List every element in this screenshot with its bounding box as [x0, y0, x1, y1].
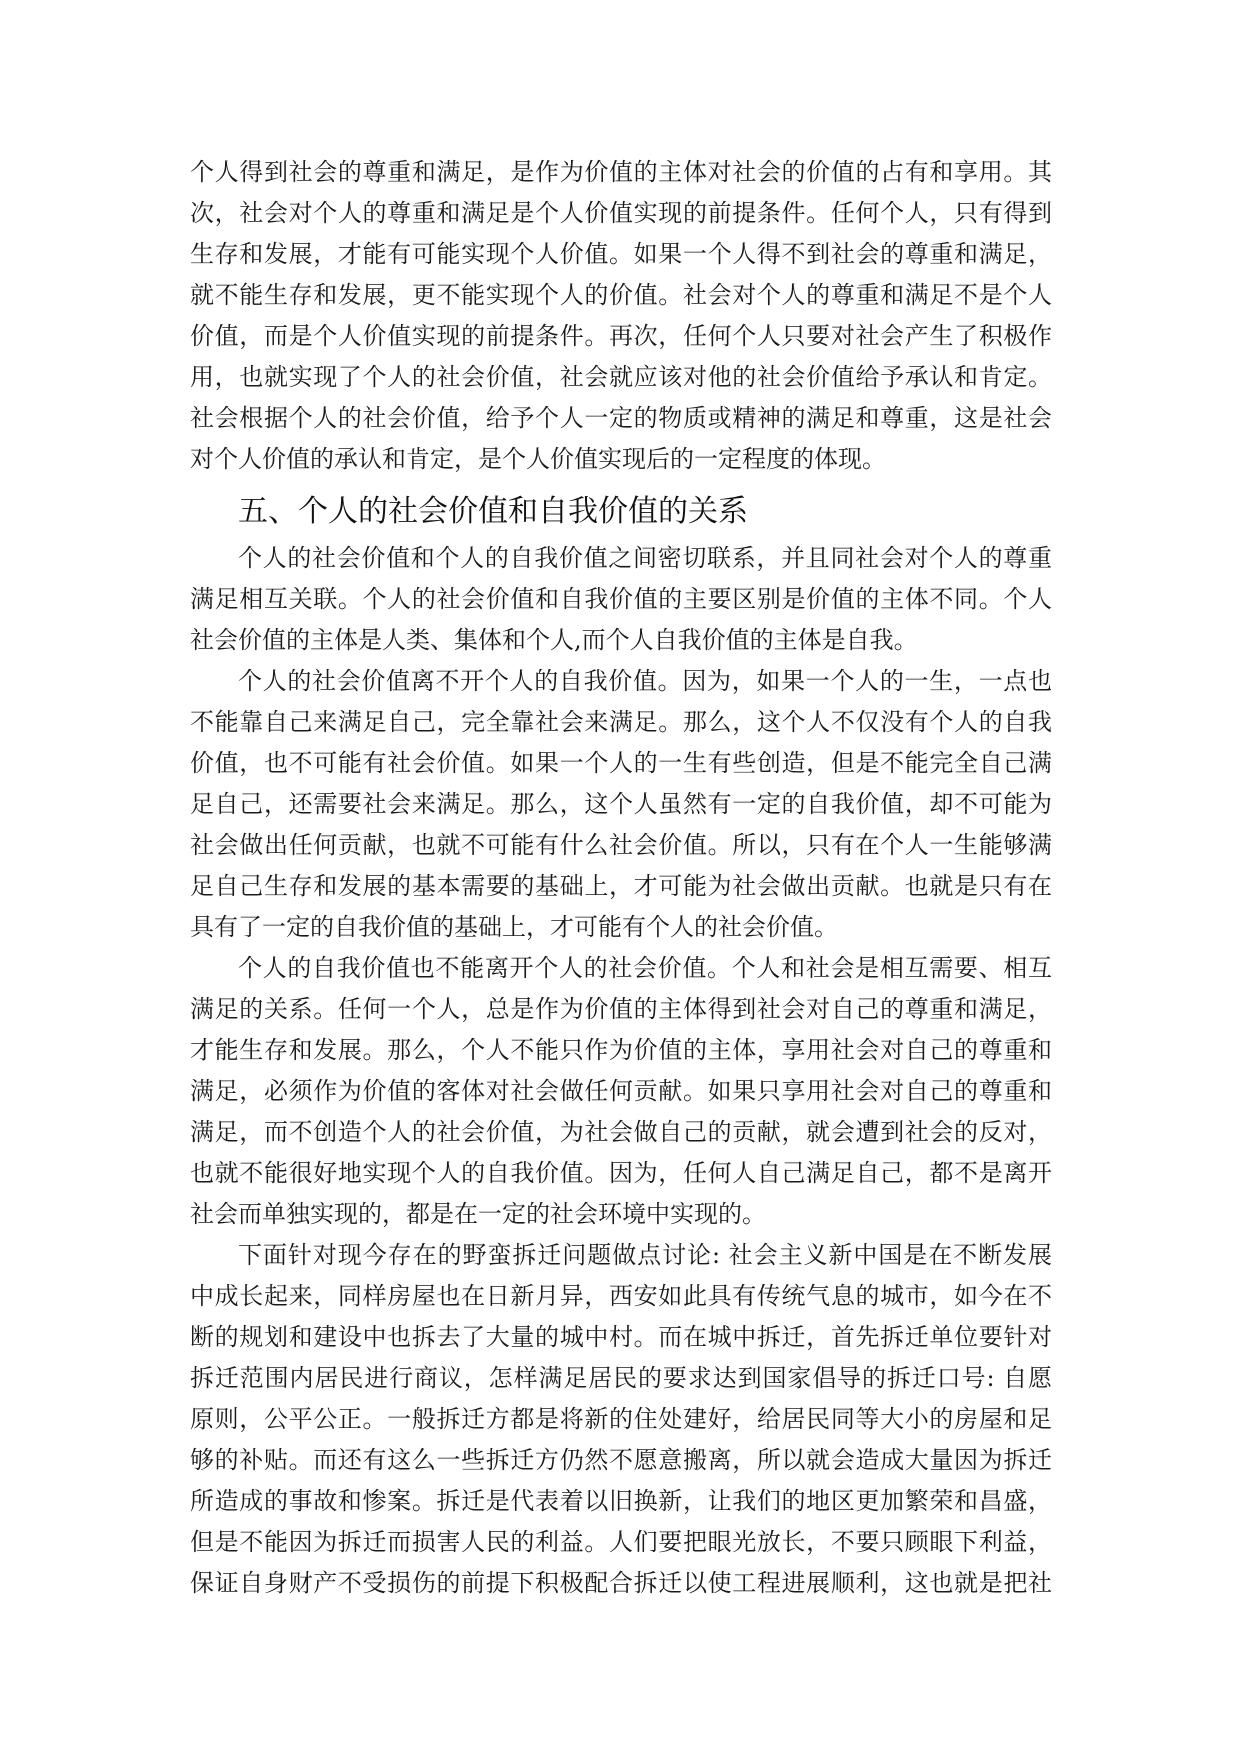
text-line: 下面针对现今存在的野蛮拆迁问题做点讨论: 社会主义新中国是在不断发展 [238, 1241, 1052, 1269]
text-line: 社会价值的主体是人类、集体和个人,而个人自我价值的主体是自我。 [190, 626, 918, 654]
text-line: 次，社会对个人的尊重和满足是个人价值实现的前提条件。任何个人，只有得到 [190, 199, 1052, 227]
text-line: 但是不能因为拆迁而损害人民的利益。人们要把眼光放长，不要只顾眼下利益， [190, 1528, 1052, 1556]
text-line: 个人的社会价值离不开个人的自我价值。因为，如果一个人的一生，一点也 [238, 667, 1052, 695]
text-line: 保证自身财产不受损伤的前提下积极配合拆迁以使工程进展顺利，这也就是把社 [190, 1569, 1052, 1597]
paragraph [190, 538, 1052, 661]
text-line: 具有了一定的自我价值的基础上，才可能有个人的社会价值。 [190, 913, 838, 941]
text-line: 用，也就实现了个人的社会价值，社会就应该对他的社会价值给予承认和肯定。 [190, 363, 1052, 391]
text-line: 所造成的事故和惨案。拆迁是代表着以旧换新，让我们的地区更加繁荣和昌盛， [190, 1487, 1052, 1515]
paragraph [190, 1235, 1052, 1604]
text-line: 断的规划和建设中也拆去了大量的城中村。而在城中拆迁，首先拆迁单位要针对 [190, 1323, 1052, 1351]
text-line: 价值，而是个人价值实现的前提条件。再次，任何个人只要对社会产生了积极作 [190, 322, 1052, 350]
text-line: 就不能生存和发展，更不能实现个人的价值。社会对个人的尊重和满足不是个人 [190, 281, 1052, 309]
text-line: 价值，也不可能有社会价值。如果一个人的一生有些创造，但是不能完全自己满 [190, 749, 1052, 777]
document-page [190, 152, 1052, 1604]
text-line: 社会而单独实现的，都是在一定的社会环境中实现的。 [190, 1200, 766, 1228]
text-line: 满足相互关联。个人的社会价值和自我价值的主要区别是价值的主体不同。个人 [190, 585, 1052, 613]
paragraph [190, 661, 1052, 948]
text-line: 也就不能很好地实现个人的自我价值。因为，任何人自己满足自己，都不是离开 [190, 1159, 1052, 1187]
text-line: 个人的自我价值也不能离开个人的社会价值。个人和社会是相互需要、相互 [238, 954, 1052, 982]
text-line: 对个人价值的承认和肯定，是个人价值实现后的一定程度的体现。 [190, 445, 886, 473]
text-line: 拆迁范围内居民进行商议，怎样满足居民的要求达到国家倡导的拆迁口号: 自愿 [190, 1364, 1052, 1392]
text-line: 生存和发展，才能有可能实现个人价值。如果一个人得不到社会的尊重和满足， [190, 240, 1052, 268]
text-line: 不能靠自己来满足自己，完全靠社会来满足。那么，这个人不仅没有个人的自我 [190, 708, 1052, 736]
text-line: 原则，公平公正。一般拆迁方都是将新的住处建好，给居民同等大小的房屋和足 [190, 1405, 1052, 1433]
text-line: 个人得到社会的尊重和满足，是作为价值的主体对社会的价值的占有和享用。其 [190, 158, 1052, 186]
text-line: 足自己，还需要社会来满足。那么，这个人虽然有一定的自我价值，却不可能为 [190, 790, 1052, 818]
text-line: 社会做出任何贡献，也就不可能有什么社会价值。所以，只有在个人一生能够满 [190, 831, 1052, 859]
paragraph-continued [190, 152, 1052, 480]
text-line: 够的补贴。而还有这么一些拆迁方仍然不愿意搬离，所以就会造成大量因为拆迁 [190, 1446, 1052, 1474]
text-line: 个人的社会价值和个人的自我价值之间密切联系，并且同社会对个人的尊重 [238, 544, 1052, 572]
text-line: 满足，必须作为价值的客体对社会做任何贡献。如果只享用社会对自己的尊重和 [190, 1077, 1052, 1105]
text-line: 社会根据个人的社会价值，给予个人一定的物质或精神的满足和尊重，这是社会 [190, 404, 1052, 432]
section-heading: 五、个人的社会价值和自我价值的关系 [238, 494, 748, 529]
paragraph [190, 948, 1052, 1235]
text-line: 才能生存和发展。那么，个人不能只作为价值的主体，享用社会对自己的尊重和 [190, 1036, 1052, 1064]
text-line: 中成长起来，同样房屋也在日新月异，西安如此具有传统气息的城市，如今在不 [190, 1282, 1052, 1310]
text-line: 满足的关系。任何一个人，总是作为价值的主体得到社会对自己的尊重和满足， [190, 995, 1052, 1023]
text-line: 足自己生存和发展的基本需要的基础上，才可能为社会做出贡献。也就是只有在 [190, 872, 1052, 900]
text-line: 满足，而不创造个人的社会价值，为社会做自己的贡献，就会遭到社会的反对， [190, 1118, 1052, 1146]
